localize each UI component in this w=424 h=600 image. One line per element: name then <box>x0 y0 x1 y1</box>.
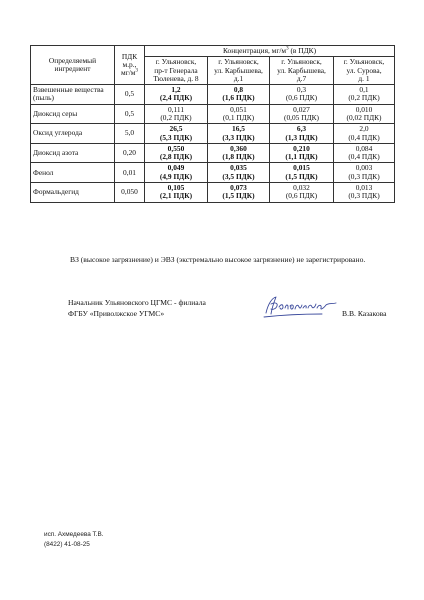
concentration-value: 0,051 <box>230 104 247 114</box>
pollution-note: ВЗ (высокое загрязнение) и ЭВЗ (экстремально высокое загрязнение) не зарегистрировано. <box>70 254 366 264</box>
concentration-cell <box>334 143 395 163</box>
concentration-value: 0,105 <box>167 182 185 192</box>
pdk-value: 0,5 <box>115 104 145 124</box>
station-line: д.1 <box>233 73 244 83</box>
pdk-ratio: (4,9 ПДК) <box>159 171 193 181</box>
concentration-value: 2,0 <box>359 124 369 134</box>
concentration-cell <box>145 182 208 202</box>
concentration-value: 0,015 <box>293 163 310 173</box>
concentration-value: 6,3 <box>296 124 307 134</box>
concentration-cell <box>208 85 270 105</box>
signatory-name: В.В. Казакова <box>342 309 387 318</box>
concentration-cell <box>145 85 208 105</box>
station-line: д. 1 <box>358 73 370 83</box>
concentration-value: 0,084 <box>355 143 373 153</box>
pdk-value: 0,5 <box>115 85 145 105</box>
pdk-ratio: (0,3 ПДК) <box>348 171 380 181</box>
pdk-value: 0,20 <box>115 143 145 163</box>
executor-name: исп. Ахмедеева Т.В. <box>44 531 104 538</box>
pdk-ratio: (0,4 ПДК) <box>348 132 380 142</box>
concentration-cell <box>334 85 395 105</box>
concentration-cell <box>208 163 270 183</box>
concentration-cell <box>270 143 334 163</box>
table-row <box>31 163 395 183</box>
concentration-value: 0,049 <box>167 163 185 173</box>
pdk-ratio: (2,8 ПДК) <box>159 152 193 162</box>
concentration-cell <box>145 163 208 183</box>
pdk-ratio: (0,6 ПДК) <box>285 191 318 201</box>
header-pdk-line1: ПДК <box>121 51 138 61</box>
pdk-ratio: (3,3 ПДК) <box>222 132 255 142</box>
pdk-ratio: (1,3 ПДК) <box>285 132 318 142</box>
pdk-ratio: (1,5 ПДК) <box>222 191 255 201</box>
ingredient-name: Формальдегид <box>31 182 115 202</box>
concentration-cell <box>208 104 270 124</box>
station-line: г. Ульяновск, <box>218 57 259 67</box>
station-line: ул. Карбышева, <box>277 65 326 75</box>
ingredient-name: Диоксид серы <box>31 104 115 124</box>
air-quality-table <box>30 45 395 203</box>
pdk-ratio: (0,2 ПДК) <box>160 112 192 122</box>
header-conc-prefix: Концентрация, мг/м <box>222 46 287 55</box>
station-line: ул. Карбышева, <box>214 65 263 75</box>
concentration-cell <box>270 85 334 105</box>
concentration-cell <box>208 182 270 202</box>
station-line: д.7 <box>296 73 307 83</box>
pdk-ratio: (1,8 ПДК) <box>222 152 255 162</box>
concentration-value: 0,027 <box>293 104 310 114</box>
concentration-value: 1,2 <box>171 85 181 95</box>
position-line-2: ФГБУ «Приволжское УГМС» <box>68 309 165 318</box>
concentration-cell <box>145 124 208 144</box>
pdk-value: 0,01 <box>115 163 145 183</box>
concentration-value: 16,5 <box>232 124 245 134</box>
concentration-cell <box>334 124 395 144</box>
ingredient-name: Диоксид азота <box>31 143 115 163</box>
header-conc-sup: 3 <box>286 46 289 52</box>
concentration-value: 0,010 <box>355 104 373 114</box>
header-ingredient: Определяемый ингредиент <box>31 46 115 85</box>
station-line: ул. Сурова, <box>346 65 382 75</box>
header-pdk <box>115 46 145 85</box>
pdk-ratio: (0,3 ПДК) <box>348 191 380 201</box>
ingredient-name: Фенол <box>31 163 115 183</box>
station-line: г. Ульяновск, <box>155 57 197 67</box>
concentration-cell <box>334 104 395 124</box>
pdk-ratio: (0,02 ПДК) <box>346 112 382 122</box>
handwritten-signature <box>262 292 344 320</box>
pdk-ratio: (0,05 ПДК) <box>283 112 319 122</box>
concentration-cell <box>145 143 208 163</box>
concentration-value: 0,210 <box>293 143 310 153</box>
table-row <box>31 124 395 144</box>
station-line: г. Ульяновск, <box>343 57 385 67</box>
concentration-cell <box>334 163 395 183</box>
executor-phone: (8422) 41-08-25 <box>44 540 90 548</box>
station-header <box>208 57 270 85</box>
concentration-value: 26,5 <box>169 124 183 134</box>
concentration-value: 0,032 <box>293 182 310 192</box>
station-line: пр-т Генерала <box>154 65 198 75</box>
concentration-cell <box>270 182 334 202</box>
header-pdk-sup: 3 <box>135 68 138 74</box>
concentration-value: 0,1 <box>359 85 369 95</box>
table-row <box>31 143 395 163</box>
concentration-cell <box>145 104 208 124</box>
pdk-ratio: (3,5 ПДК) <box>222 171 255 181</box>
concentration-cell <box>270 104 334 124</box>
pdk-ratio: (0,6 ПДК) <box>285 93 318 103</box>
pdk-ratio: (1,6 ПДК) <box>222 93 255 103</box>
header-pdk-line3: мг/м <box>121 68 136 78</box>
table-row <box>31 85 395 105</box>
station-header <box>334 57 395 85</box>
pdk-ratio: (2,1 ПДК) <box>159 191 193 201</box>
station-header <box>270 57 334 85</box>
position-line-1: Начальник Ульяновского ЦГМС - филиала <box>68 298 206 307</box>
table-row <box>31 104 395 124</box>
header-pdk-line2: м.р., <box>122 59 137 69</box>
concentration-value: 0,8 <box>233 85 244 95</box>
concentration-cell <box>334 182 395 202</box>
signatory-position <box>68 297 206 319</box>
pdk-ratio: (1,5 ПДК) <box>285 171 318 181</box>
executor-info <box>44 530 104 549</box>
concentration-value: 0,550 <box>167 143 185 153</box>
table-row <box>31 182 395 202</box>
concentration-value: 0,035 <box>230 163 247 173</box>
pdk-value: 5,0 <box>115 124 145 144</box>
concentration-cell <box>208 124 270 144</box>
station-header <box>145 57 208 85</box>
header-concentration <box>145 46 395 57</box>
concentration-value: 0,360 <box>230 143 247 153</box>
pdk-ratio: (2,4 ПДК) <box>159 93 193 103</box>
ingredient-name: Оксид углерода <box>31 124 115 144</box>
concentration-value: 0,073 <box>230 182 247 192</box>
ingredient-name: Взвешенные вещества (пыль) <box>31 85 115 105</box>
concentration-cell <box>270 163 334 183</box>
concentration-value: 0,003 <box>355 163 373 173</box>
station-line: г. Ульяновск, <box>281 57 322 67</box>
pdk-ratio: (5,3 ПДК) <box>159 132 193 142</box>
header-conc-suffix: (в ПДК) <box>288 46 317 55</box>
pdk-ratio: (0,1 ПДК) <box>222 112 255 122</box>
pdk-value: 0,050 <box>115 182 145 202</box>
station-line: Тюленева, д. 8 <box>153 73 199 83</box>
concentration-cell <box>270 124 334 144</box>
pdk-ratio: (0,2 ПДК) <box>348 93 380 103</box>
pdk-ratio: (1,1 ПДК) <box>285 152 318 162</box>
concentration-cell <box>208 143 270 163</box>
concentration-value: 0,013 <box>355 182 373 192</box>
concentration-value: 0,3 <box>296 85 307 95</box>
pdk-ratio: (0,4 ПДК) <box>348 152 380 162</box>
concentration-value: 0,111 <box>167 104 185 114</box>
